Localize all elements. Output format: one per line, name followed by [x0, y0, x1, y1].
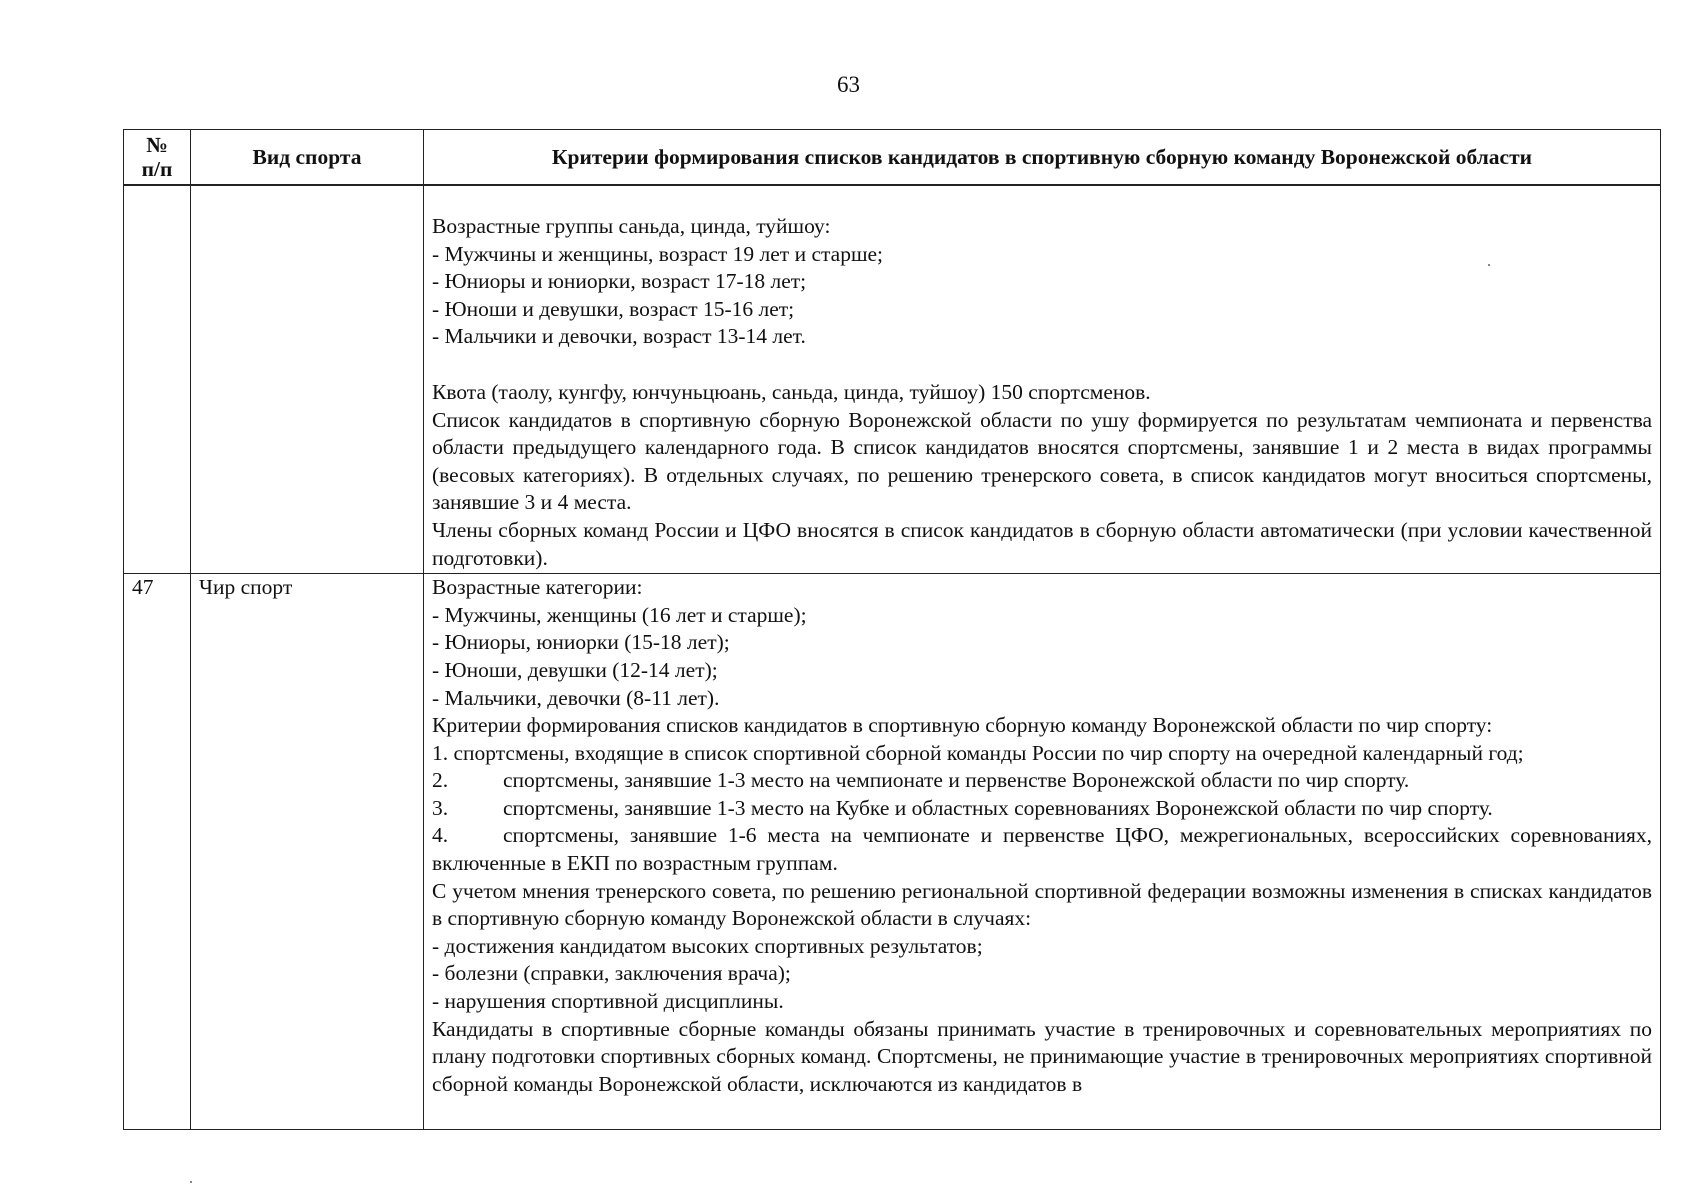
header-num: № п/п [124, 130, 191, 186]
team-members-text: Члены сборных команд России и ЦФО вносятся в список кандидатов в сборную области автоматически (при условии качественной подготовки). [432, 517, 1652, 570]
criteria-item-2-number: 2. [432, 768, 449, 793]
case-item: - достижения кандидатом высоких спортивных результатов; [432, 933, 983, 958]
quota-text: Квота (таолу, кунгфу, юнчуньцюань, саньда, цинда, туйшоу) 150 спортсменов. [432, 379, 1151, 404]
age-groups-title: Возрастные группы саньда, цинда, туйшоу: [432, 214, 831, 238]
table-row-continued [124, 185, 1661, 574]
criteria-item-2-text: спортсмены, занявшие 1-3 место на чемпионате и первенстве Воронежской области по чир спорту. [503, 768, 1410, 793]
age-category-item: - Юноши, девушки (12-14 лет); [432, 657, 718, 682]
case-item: - болезни (справки, заключения врача); [432, 961, 791, 986]
criteria-item-3-text: спортсмены, занявшие 1-3 место на Кубке и областных соревнованиях Воронежской области по чир спорту. [503, 795, 1493, 820]
council-text: С учетом мнения тренерского совета, по решению региональной спортивной федерации возможны изменения в списках кандидатов в спортивную сборную команду Воронежской области в случаях: [432, 878, 1652, 931]
criteria-title: Критерии формирования списков кандидатов в спортивную сборную команду Воронежской области по чир спорту: [432, 713, 1493, 738]
age-group-item: - Мужчины и женщины, возраст 19 лет и старше; [432, 241, 884, 266]
row-criteria-cell [424, 185, 1661, 574]
criteria-item-1: 1. спортсмены, входящие в список спортивной сборной команды России по чир спорту на очередной календарный год; [432, 740, 1524, 765]
age-group-item: - Юноши и девушки, возраст 15-16 лет; [432, 296, 795, 321]
case-item: - нарушения спортивной дисциплины. [432, 989, 784, 1014]
criteria-item-4-number: 4. [432, 823, 449, 848]
scan-speck [190, 1181, 192, 1183]
age-categories-title: Возрастные категории: [432, 575, 643, 600]
row-sport-cell [191, 185, 424, 574]
final-text: Кандидаты в спортивные сборные команды обязаны принимать участие в тренировочных и соревновательных мероприятиях по плану подготовки спортивных сборных команд. Спортсмены, не принимающие участие в тренировочных мероприятиях спортивной сборной команды Воронежской области, исключаются из кандидатов в [432, 1016, 1652, 1096]
criteria-item-4-text: спортсмены, занявшие 1-6 места на чемпионате и первенстве ЦФО, межрегиональных, всероссийских соревнованиях, включенные в ЕКП по возрастным группам. [432, 823, 1652, 876]
header-criteria: Критерии формирования списков кандидатов в спортивную сборную команду Воронежской области [424, 130, 1661, 186]
age-group-item: - Юниоры и юниорки, возраст 17-18 лет; [432, 269, 807, 294]
age-category-item: - Юниоры, юниорки (15-18 лет); [432, 630, 730, 655]
age-category-item: - Мальчики, девочки (8-11 лет). [432, 685, 720, 710]
criteria-item-2 [432, 767, 1652, 795]
row-criteria-cell [424, 574, 1661, 1130]
criteria-item-4 [432, 822, 1652, 877]
row-sport-cell: Чир спорт [191, 574, 424, 1130]
age-category-item: - Мужчины, женщины (16 лет и старше); [432, 602, 807, 627]
row-num-cell [124, 185, 191, 574]
row-num-cell: 47 [124, 574, 191, 1130]
scan-speck [1488, 264, 1490, 266]
page-number: 63 [837, 72, 860, 97]
criteria-item-3 [432, 795, 1652, 823]
criteria-item-3-number: 3. [432, 795, 449, 820]
header-sport: Вид спорта [191, 130, 424, 186]
list-formation-text: Список кандидатов в спортивную сборную Воронежской области по ушу формируется по результатам чемпионата и первенства области предыдущего календарного года. В список кандидатов вносятся спортсмены, занявшие 1 и 2 места в видах программы (весовых категориях). В отдельных случаях, по решению тренерского совета, в список кандидатов могут вноситься спортсмены, занявшие 3 и 4 места. [432, 407, 1652, 515]
table-row-47 [124, 574, 1661, 1130]
table-header-row [124, 130, 1661, 186]
criteria-table [123, 129, 1661, 1130]
age-group-item: - Мальчики и девочки, возраст 13-14 лет. [432, 324, 806, 349]
